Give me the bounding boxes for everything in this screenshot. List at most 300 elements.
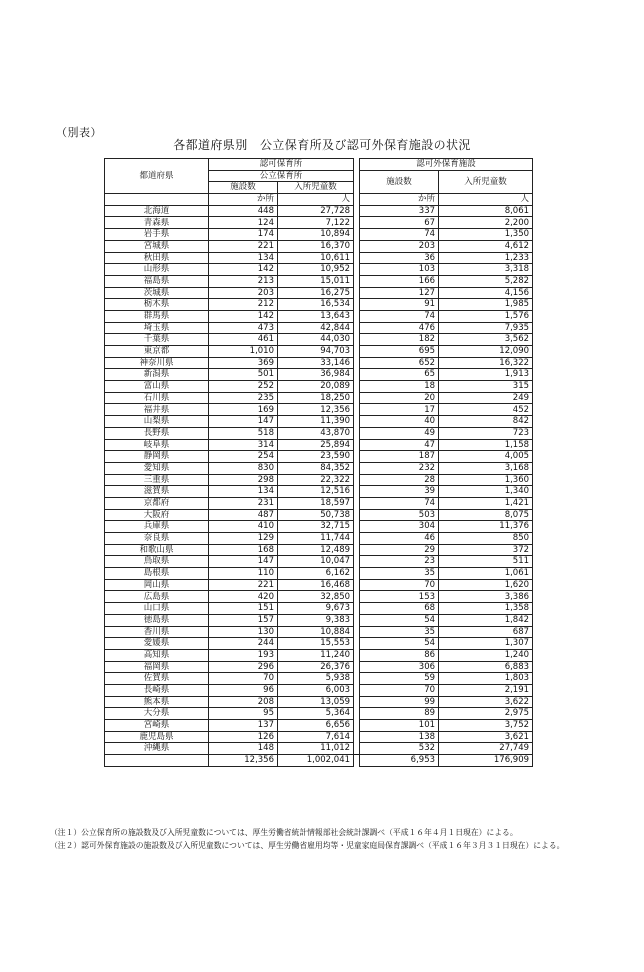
total-label xyxy=(105,755,209,767)
unlicensed-children-cell: 511 xyxy=(439,556,533,568)
public-children-cell: 12,516 xyxy=(278,486,354,498)
unlicensed-children-cell: 1,350 xyxy=(439,229,533,241)
unlicensed-children-cell: 27,749 xyxy=(439,743,533,755)
unlicensed-facilities-cell: 695 xyxy=(360,346,439,358)
unlicensed-children-cell: 4,612 xyxy=(439,240,533,252)
table-row xyxy=(105,462,533,474)
prefecture-cell: 大分県 xyxy=(105,708,209,720)
unlicensed-facilities-cell: 306 xyxy=(360,661,439,673)
public-facilities-cell: 142 xyxy=(209,310,278,322)
table-row xyxy=(105,392,533,404)
header-unlicensed-children-count: 入所児童数 xyxy=(439,170,533,193)
unlicensed-children-cell: 1,158 xyxy=(439,439,533,451)
public-children-cell: 5,938 xyxy=(278,673,354,685)
prefecture-cell: 滋賀県 xyxy=(105,486,209,498)
public-facilities-cell: 296 xyxy=(209,661,278,673)
prefecture-cell: 和歌山県 xyxy=(105,544,209,556)
unlicensed-facilities-cell: 652 xyxy=(360,357,439,369)
header-unlicensed-facility: 認可外保育施設 xyxy=(360,159,533,171)
unlicensed-facilities-cell: 28 xyxy=(360,474,439,486)
table-row xyxy=(105,614,533,626)
prefecture-cell: 香川県 xyxy=(105,626,209,638)
unlicensed-facilities-cell: 74 xyxy=(360,497,439,509)
public-facilities-cell: 213 xyxy=(209,275,278,287)
prefecture-cell: 佐賀県 xyxy=(105,673,209,685)
public-facilities-cell: 231 xyxy=(209,497,278,509)
public-children-cell: 16,468 xyxy=(278,579,354,591)
unlicensed-children-cell: 12,090 xyxy=(439,346,533,358)
public-children-cell: 32,850 xyxy=(278,591,354,603)
prefecture-cell: 千葉県 xyxy=(105,334,209,346)
unlicensed-facilities-cell: 59 xyxy=(360,673,439,685)
public-facilities-cell: 221 xyxy=(209,579,278,591)
unlicensed-children-cell: 842 xyxy=(439,416,533,428)
public-facilities-cell: 252 xyxy=(209,381,278,393)
public-children-cell: 20,089 xyxy=(278,381,354,393)
prefecture-cell: 山梨県 xyxy=(105,416,209,428)
unlicensed-children-cell: 315 xyxy=(439,381,533,393)
unlicensed-facilities-cell: 99 xyxy=(360,696,439,708)
table-row xyxy=(105,544,533,556)
footnotes xyxy=(50,826,630,852)
unlicensed-children-cell: 6,883 xyxy=(439,661,533,673)
unlicensed-children-cell: 8,075 xyxy=(439,509,533,521)
unit-children: 人 xyxy=(278,194,354,206)
public-facilities-cell: 298 xyxy=(209,474,278,486)
unit-facilities: か所 xyxy=(360,194,439,206)
unlicensed-children-cell: 1,803 xyxy=(439,673,533,685)
unlicensed-children-cell: 1,340 xyxy=(439,486,533,498)
public-facilities-cell: 193 xyxy=(209,649,278,661)
public-facilities-cell: 70 xyxy=(209,673,278,685)
prefecture-cell: 山口県 xyxy=(105,603,209,615)
public-facilities-cell: 110 xyxy=(209,568,278,580)
prefecture-cell: 福井県 xyxy=(105,404,209,416)
prefecture-cell: 徳島県 xyxy=(105,614,209,626)
prefecture-cell: 岩手県 xyxy=(105,229,209,241)
table-row xyxy=(105,591,533,603)
prefecture-cell: 大阪府 xyxy=(105,509,209,521)
prefecture-cell: 愛媛県 xyxy=(105,638,209,650)
public-facilities-cell: 147 xyxy=(209,416,278,428)
table-row xyxy=(105,684,533,696)
prefecture-cell: 栃木県 xyxy=(105,299,209,311)
public-facilities-cell: 129 xyxy=(209,533,278,545)
table-row xyxy=(105,451,533,463)
page-title: 各都道府県別 公立保育所及び認可外保育施設の状況 xyxy=(173,138,471,152)
prefecture-cell: 青森県 xyxy=(105,217,209,229)
unlicensed-children-cell: 2,200 xyxy=(439,217,533,229)
unlicensed-children-cell: 4,005 xyxy=(439,451,533,463)
prefecture-cell: 兵庫県 xyxy=(105,521,209,533)
table-row xyxy=(105,275,533,287)
unlicensed-facilities-cell: 304 xyxy=(360,521,439,533)
prefecture-cell: 広島県 xyxy=(105,591,209,603)
public-children-cell: 16,534 xyxy=(278,299,354,311)
total-unlicensed-children: 176,909 xyxy=(439,755,533,767)
header-prefecture: 都道府県 xyxy=(105,159,209,194)
prefecture-cell: 岡山県 xyxy=(105,579,209,591)
public-children-cell: 32,715 xyxy=(278,521,354,533)
public-facilities-cell: 95 xyxy=(209,708,278,720)
table-row xyxy=(105,205,533,217)
public-facilities-cell: 244 xyxy=(209,638,278,650)
unlicensed-facilities-cell: 138 xyxy=(360,731,439,743)
table-row xyxy=(105,521,533,533)
table-row xyxy=(105,229,533,241)
unlicensed-children-cell: 1,842 xyxy=(439,614,533,626)
unlicensed-children-cell: 11,376 xyxy=(439,521,533,533)
prefecture-cell: 三重県 xyxy=(105,474,209,486)
unlicensed-facilities-cell: 23 xyxy=(360,556,439,568)
public-facilities-cell: 134 xyxy=(209,252,278,264)
table-row xyxy=(105,334,533,346)
prefecture-cell: 富山県 xyxy=(105,381,209,393)
unlicensed-facilities-cell: 54 xyxy=(360,614,439,626)
table-row xyxy=(105,439,533,451)
public-children-cell: 16,275 xyxy=(278,287,354,299)
unlicensed-facilities-cell: 476 xyxy=(360,322,439,334)
public-facilities-cell: 96 xyxy=(209,684,278,696)
table-row xyxy=(105,568,533,580)
public-facilities-cell: 142 xyxy=(209,264,278,276)
public-facilities-cell: 487 xyxy=(209,509,278,521)
unlicensed-children-cell: 2,191 xyxy=(439,684,533,696)
header-public-facilities-count: 施設数 xyxy=(209,182,278,194)
prefecture-cell: 北海道 xyxy=(105,205,209,217)
unit-facilities: か所 xyxy=(209,194,278,206)
table-row xyxy=(105,240,533,252)
unlicensed-facilities-cell: 337 xyxy=(360,205,439,217)
public-facilities-cell: 369 xyxy=(209,357,278,369)
unlicensed-facilities-cell: 166 xyxy=(360,275,439,287)
table-row xyxy=(105,603,533,615)
unlicensed-children-cell: 5,282 xyxy=(439,275,533,287)
public-children-cell: 10,884 xyxy=(278,626,354,638)
total-row xyxy=(105,755,533,767)
public-children-cell: 13,059 xyxy=(278,696,354,708)
public-facilities-cell: 235 xyxy=(209,392,278,404)
public-facilities-cell: 473 xyxy=(209,322,278,334)
public-facilities-cell: 208 xyxy=(209,696,278,708)
public-children-cell: 6,003 xyxy=(278,684,354,696)
table-row xyxy=(105,696,533,708)
footnote-2: （注２）認可外保育施設の施設数及び入所児童数については、厚生労働省雇用均等・児童家庭局保育課調べ（平成１６年３月３１日現在）による。 xyxy=(50,841,565,850)
unlicensed-facilities-cell: 54 xyxy=(360,638,439,650)
public-facilities-cell: 203 xyxy=(209,287,278,299)
table-row xyxy=(105,287,533,299)
prefecture-cell: 福岡県 xyxy=(105,661,209,673)
table-row xyxy=(105,673,533,685)
prefecture-cell: 神奈川県 xyxy=(105,357,209,369)
unlicensed-facilities-cell: 74 xyxy=(360,229,439,241)
unlicensed-children-cell: 687 xyxy=(439,626,533,638)
public-facilities-cell: 461 xyxy=(209,334,278,346)
public-children-cell: 33,146 xyxy=(278,357,354,369)
unlicensed-children-cell: 16,322 xyxy=(439,357,533,369)
attachment-label: （別表） xyxy=(56,126,102,139)
table-row xyxy=(105,310,533,322)
unlicensed-children-cell: 1,061 xyxy=(439,568,533,580)
public-facilities-cell: 157 xyxy=(209,614,278,626)
public-children-cell: 43,870 xyxy=(278,427,354,439)
unlicensed-children-cell: 1,307 xyxy=(439,638,533,650)
public-facilities-cell: 147 xyxy=(209,556,278,568)
prefecture-cell: 島根県 xyxy=(105,568,209,580)
unlicensed-facilities-cell: 40 xyxy=(360,416,439,428)
unlicensed-children-cell: 1,913 xyxy=(439,369,533,381)
prefecture-cell: 岐阜県 xyxy=(105,439,209,451)
table-row xyxy=(105,369,533,381)
public-children-cell: 7,122 xyxy=(278,217,354,229)
public-children-cell: 11,744 xyxy=(278,533,354,545)
unlicensed-children-cell: 2,975 xyxy=(439,708,533,720)
unit-children: 人 xyxy=(439,194,533,206)
unlicensed-children-cell: 3,752 xyxy=(439,720,533,732)
header-licensed-nursery: 認可保育所 xyxy=(209,159,354,171)
total-public-facilities: 12,356 xyxy=(209,755,278,767)
unlicensed-children-cell: 452 xyxy=(439,404,533,416)
public-facilities-cell: 126 xyxy=(209,731,278,743)
table-row xyxy=(105,217,533,229)
unlicensed-facilities-cell: 232 xyxy=(360,462,439,474)
public-children-cell: 36,984 xyxy=(278,369,354,381)
unlicensed-facilities-cell: 91 xyxy=(360,299,439,311)
public-children-cell: 15,553 xyxy=(278,638,354,650)
prefecture-cell: 沖縄県 xyxy=(105,743,209,755)
unlicensed-children-cell: 249 xyxy=(439,392,533,404)
table-row xyxy=(105,720,533,732)
public-children-cell: 13,643 xyxy=(278,310,354,322)
table-row xyxy=(105,743,533,755)
public-children-cell: 5,364 xyxy=(278,708,354,720)
public-children-cell: 6,162 xyxy=(278,568,354,580)
table-row xyxy=(105,346,533,358)
unlicensed-facilities-cell: 68 xyxy=(360,603,439,615)
unlicensed-facilities-cell: 103 xyxy=(360,264,439,276)
public-facilities-cell: 137 xyxy=(209,720,278,732)
public-children-cell: 10,894 xyxy=(278,229,354,241)
table-row xyxy=(105,731,533,743)
prefecture-cell: 秋田県 xyxy=(105,252,209,264)
public-children-cell: 27,728 xyxy=(278,205,354,217)
total-public-children: 1,002,041 xyxy=(278,755,354,767)
unlicensed-children-cell: 1,240 xyxy=(439,649,533,661)
unlicensed-facilities-cell: 127 xyxy=(360,287,439,299)
public-facilities-cell: 518 xyxy=(209,427,278,439)
unlicensed-children-cell: 3,386 xyxy=(439,591,533,603)
unlicensed-children-cell: 723 xyxy=(439,427,533,439)
public-children-cell: 10,952 xyxy=(278,264,354,276)
table-body xyxy=(105,205,533,754)
unlicensed-children-cell: 3,621 xyxy=(439,731,533,743)
table-row xyxy=(105,626,533,638)
public-children-cell: 9,673 xyxy=(278,603,354,615)
public-children-cell: 50,738 xyxy=(278,509,354,521)
unlicensed-facilities-cell: 74 xyxy=(360,310,439,322)
public-facilities-cell: 314 xyxy=(209,439,278,451)
unlicensed-children-cell: 850 xyxy=(439,533,533,545)
table-row xyxy=(105,264,533,276)
table-row xyxy=(105,497,533,509)
public-children-cell: 9,383 xyxy=(278,614,354,626)
unlicensed-children-cell: 1,233 xyxy=(439,252,533,264)
table-row xyxy=(105,404,533,416)
public-facilities-cell: 130 xyxy=(209,626,278,638)
table-row xyxy=(105,427,533,439)
prefecture-cell: 熊本県 xyxy=(105,696,209,708)
prefecture-cell: 鳥取県 xyxy=(105,556,209,568)
unlicensed-facilities-cell: 89 xyxy=(360,708,439,720)
prefecture-cell: 新潟県 xyxy=(105,369,209,381)
footnote-1: （注１）公立保育所の施設数及び入所児童数については、厚生労働省統計情報部社会統計課調べ（平成１６年４月１日現在）による。 xyxy=(50,828,518,837)
public-children-cell: 7,614 xyxy=(278,731,354,743)
prefecture-cell: 福島県 xyxy=(105,275,209,287)
public-facilities-cell: 830 xyxy=(209,462,278,474)
unlicensed-children-cell: 1,360 xyxy=(439,474,533,486)
prefecture-cell: 石川県 xyxy=(105,392,209,404)
table-row xyxy=(105,638,533,650)
public-facilities-cell: 448 xyxy=(209,205,278,217)
table-row xyxy=(105,252,533,264)
public-children-cell: 25,894 xyxy=(278,439,354,451)
header-unlicensed-facilities-count: 施設数 xyxy=(360,170,439,193)
public-children-cell: 11,390 xyxy=(278,416,354,428)
prefecture-cell: 高知県 xyxy=(105,649,209,661)
unlicensed-facilities-cell: 67 xyxy=(360,217,439,229)
prefecture-cell: 宮崎県 xyxy=(105,720,209,732)
prefecture-cell: 茨城県 xyxy=(105,287,209,299)
public-children-cell: 16,370 xyxy=(278,240,354,252)
table-row xyxy=(105,649,533,661)
public-facilities-cell: 151 xyxy=(209,603,278,615)
unlicensed-children-cell: 3,622 xyxy=(439,696,533,708)
public-facilities-cell: 501 xyxy=(209,369,278,381)
table-row xyxy=(105,533,533,545)
unlicensed-facilities-cell: 70 xyxy=(360,684,439,696)
public-children-cell: 18,597 xyxy=(278,497,354,509)
unlicensed-facilities-cell: 203 xyxy=(360,240,439,252)
public-facilities-cell: 1,010 xyxy=(209,346,278,358)
unlicensed-children-cell: 3,168 xyxy=(439,462,533,474)
unlicensed-children-cell: 372 xyxy=(439,544,533,556)
prefecture-cell: 京都府 xyxy=(105,497,209,509)
unlicensed-facilities-cell: 70 xyxy=(360,579,439,591)
unlicensed-facilities-cell: 153 xyxy=(360,591,439,603)
unlicensed-children-cell: 1,576 xyxy=(439,310,533,322)
public-facilities-cell: 168 xyxy=(209,544,278,556)
public-children-cell: 23,590 xyxy=(278,451,354,463)
public-children-cell: 12,489 xyxy=(278,544,354,556)
public-children-cell: 94,703 xyxy=(278,346,354,358)
unlicensed-facilities-cell: 86 xyxy=(360,649,439,661)
table-row xyxy=(105,509,533,521)
unlicensed-children-cell: 3,318 xyxy=(439,264,533,276)
public-children-cell: 26,376 xyxy=(278,661,354,673)
unlicensed-children-cell: 7,935 xyxy=(439,322,533,334)
table-row xyxy=(105,486,533,498)
table-row xyxy=(105,357,533,369)
public-children-cell: 18,250 xyxy=(278,392,354,404)
public-facilities-cell: 169 xyxy=(209,404,278,416)
public-facilities-cell: 148 xyxy=(209,743,278,755)
unlicensed-facilities-cell: 39 xyxy=(360,486,439,498)
unlicensed-facilities-cell: 49 xyxy=(360,427,439,439)
public-children-cell: 12,356 xyxy=(278,404,354,416)
unlicensed-facilities-cell: 46 xyxy=(360,533,439,545)
public-facilities-cell: 221 xyxy=(209,240,278,252)
header-public-children-count: 入所児童数 xyxy=(278,182,354,194)
unlicensed-facilities-cell: 532 xyxy=(360,743,439,755)
prefecture-cell: 宮城県 xyxy=(105,240,209,252)
unlicensed-facilities-cell: 187 xyxy=(360,451,439,463)
public-facilities-cell: 420 xyxy=(209,591,278,603)
unlicensed-facilities-cell: 18 xyxy=(360,381,439,393)
public-children-cell: 10,611 xyxy=(278,252,354,264)
table-row xyxy=(105,381,533,393)
prefecture-cell: 奈良県 xyxy=(105,533,209,545)
unlicensed-facilities-cell: 503 xyxy=(360,509,439,521)
header-public-nursery: 公立保育所 xyxy=(209,170,354,182)
prefecture-cell: 東京都 xyxy=(105,346,209,358)
table-row xyxy=(105,708,533,720)
prefecture-cell: 愛知県 xyxy=(105,462,209,474)
table-row xyxy=(105,322,533,334)
unlicensed-facilities-cell: 35 xyxy=(360,626,439,638)
prefecture-cell: 静岡県 xyxy=(105,451,209,463)
public-facilities-cell: 124 xyxy=(209,217,278,229)
prefecture-cell: 長崎県 xyxy=(105,684,209,696)
unlicensed-facilities-cell: 101 xyxy=(360,720,439,732)
table-row xyxy=(105,416,533,428)
public-children-cell: 22,322 xyxy=(278,474,354,486)
unlicensed-facilities-cell: 182 xyxy=(360,334,439,346)
prefecture-cell: 群馬県 xyxy=(105,310,209,322)
unlicensed-children-cell: 1,985 xyxy=(439,299,533,311)
public-facilities-cell: 254 xyxy=(209,451,278,463)
unlicensed-children-cell: 3,562 xyxy=(439,334,533,346)
prefecture-cell: 鹿児島県 xyxy=(105,731,209,743)
prefecture-cell: 埼玉県 xyxy=(105,322,209,334)
unlicensed-facilities-cell: 20 xyxy=(360,392,439,404)
public-children-cell: 11,012 xyxy=(278,743,354,755)
prefecture-cell: 長野県 xyxy=(105,427,209,439)
table-row xyxy=(105,661,533,673)
unlicensed-facilities-cell: 35 xyxy=(360,568,439,580)
table-row xyxy=(105,556,533,568)
public-children-cell: 84,352 xyxy=(278,462,354,474)
unlicensed-facilities-cell: 29 xyxy=(360,544,439,556)
unlicensed-facilities-cell: 65 xyxy=(360,369,439,381)
public-facilities-cell: 134 xyxy=(209,486,278,498)
unlicensed-facilities-cell: 36 xyxy=(360,252,439,264)
unit-blank xyxy=(105,194,209,206)
unlicensed-facilities-cell: 17 xyxy=(360,404,439,416)
unlicensed-children-cell: 1,620 xyxy=(439,579,533,591)
unlicensed-children-cell: 4,156 xyxy=(439,287,533,299)
public-children-cell: 42,844 xyxy=(278,322,354,334)
public-facilities-cell: 410 xyxy=(209,521,278,533)
unlicensed-children-cell: 8,061 xyxy=(439,205,533,217)
table-row xyxy=(105,299,533,311)
total-unlicensed-facilities: 6,953 xyxy=(360,755,439,767)
public-children-cell: 15,011 xyxy=(278,275,354,287)
public-children-cell: 11,240 xyxy=(278,649,354,661)
public-children-cell: 44,030 xyxy=(278,334,354,346)
public-facilities-cell: 212 xyxy=(209,299,278,311)
public-children-cell: 10,047 xyxy=(278,556,354,568)
unlicensed-children-cell: 1,358 xyxy=(439,603,533,615)
